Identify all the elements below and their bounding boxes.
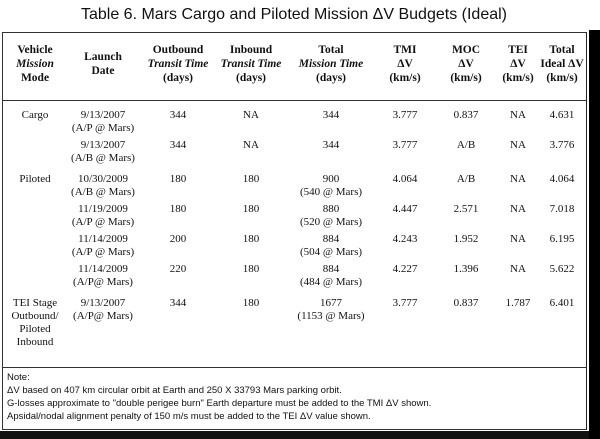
cell-subvalue: (520 @ Mars)	[299, 216, 363, 228]
cell-value: TEI Stage	[12, 297, 58, 309]
cell-tei	[497, 233, 539, 246]
cell-ideal	[539, 297, 585, 310]
cell-subvalue: (A/B @ Mars)	[71, 152, 135, 164]
column-header-line: MOC	[451, 44, 481, 56]
cell-value: A/B	[456, 173, 476, 185]
cell-value: 344	[169, 109, 187, 121]
cell-inbound	[215, 109, 287, 122]
column-header-line: (km/s)	[502, 72, 534, 84]
cell-moc	[435, 233, 497, 246]
cell-subvalue: Outbound/	[11, 310, 59, 322]
cell-date	[65, 297, 141, 323]
cell-inbound	[215, 173, 287, 186]
cell-value: 0.837	[453, 297, 479, 309]
cell-value: 0.837	[453, 109, 479, 121]
column-header	[435, 43, 497, 85]
cell-outbound	[141, 173, 215, 186]
cell-value: 180	[242, 203, 260, 215]
column-header-line: Ideal ΔV	[540, 58, 584, 70]
cell-tmi	[375, 203, 435, 216]
scan-edge-right	[589, 30, 600, 439]
cell-tmi	[375, 109, 435, 122]
cell-value: 884	[322, 263, 340, 275]
cell-mode	[5, 109, 65, 122]
cell-value: 180	[242, 263, 260, 275]
note-line: Apsidal/nodal alignment penalty of 150 m/s must be added to the TEI ΔV value shown.	[7, 411, 371, 422]
cell-inbound	[215, 297, 287, 310]
cell-ideal	[539, 233, 585, 246]
cell-value: 9/13/2007	[80, 139, 126, 151]
cell-date	[65, 203, 141, 229]
column-header-line: Launch	[84, 51, 122, 63]
note-line: ΔV based on 407 km circular orbit at Earth and 250 X 33793 Mars parking orbit.	[7, 385, 342, 396]
cell-outbound	[141, 263, 215, 276]
cell-value: NA	[510, 173, 526, 185]
cell-date	[65, 233, 141, 259]
column-header-line: Date	[91, 65, 115, 77]
cell-outbound	[141, 203, 215, 216]
cell-value: 7.018	[549, 203, 575, 215]
cell-date	[65, 173, 141, 199]
budget-table	[2, 32, 587, 430]
cell-total	[287, 173, 375, 199]
cell-moc	[435, 173, 497, 186]
note-line: G-losses approximate to "double perigee burn" Earth departure must be added to the TMI ΔV shown.	[7, 398, 432, 409]
column-header	[497, 43, 539, 85]
cell-value: 6.195	[549, 233, 575, 245]
cell-moc	[435, 263, 497, 276]
cell-tei	[497, 109, 539, 122]
cell-value: 3.776	[549, 139, 575, 151]
column-header-line: (days)	[315, 72, 347, 84]
column-header-line: TMI	[393, 44, 417, 56]
cell-value: 11/14/2009	[78, 233, 128, 245]
cell-moc	[435, 297, 497, 310]
cell-value: 180	[169, 203, 187, 215]
cell-value: 11/19/2009	[78, 203, 128, 215]
column-header-line: ΔV	[397, 58, 413, 70]
cell-subvalue: Piloted	[19, 323, 51, 335]
cell-value: A/B	[456, 139, 476, 151]
cell-tmi	[375, 233, 435, 246]
cell-subvalue: (A/P @ Mars)	[71, 246, 135, 258]
cell-subvalue: (A/B @ Mars)	[71, 186, 135, 198]
cell-tmi	[375, 263, 435, 276]
cell-moc	[435, 139, 497, 152]
cell-value: 1.787	[505, 297, 531, 309]
column-header	[215, 43, 287, 85]
cell-value: 344	[169, 297, 187, 309]
column-header-line: (km/s)	[389, 72, 421, 84]
column-header-line: ΔV	[458, 58, 474, 70]
cell-value: Cargo	[21, 109, 49, 121]
column-header	[65, 50, 141, 78]
cell-value: NA	[510, 139, 526, 151]
cell-subvalue: (540 @ Mars)	[299, 186, 363, 198]
cell-tmi	[375, 173, 435, 186]
column-header-line: Total	[318, 44, 344, 56]
column-header-line: (days)	[162, 72, 194, 84]
column-header-line: (km/s)	[546, 72, 578, 84]
cell-value: 3.777	[392, 109, 418, 121]
cell-subvalue: Inbound	[16, 336, 54, 348]
cell-value: 880	[322, 203, 340, 215]
cell-inbound	[215, 263, 287, 276]
cell-value: NA	[510, 109, 526, 121]
column-header-line: Mode	[20, 72, 50, 84]
cell-value: 1677	[320, 297, 342, 309]
cell-ideal	[539, 139, 585, 152]
cell-value: NA	[510, 263, 526, 275]
column-header-line: (days)	[235, 72, 267, 84]
cell-value: NA	[510, 233, 526, 245]
cell-mode	[5, 297, 65, 349]
column-header-line: Mission Time	[298, 58, 364, 70]
cell-outbound	[141, 297, 215, 310]
cell-value: 9/13/2007	[80, 297, 126, 309]
column-header-line: Vehicle	[17, 44, 53, 56]
cell-total	[287, 297, 375, 323]
cell-value: Piloted	[19, 173, 51, 185]
cell-subvalue: (A/P @ Mars)	[71, 122, 135, 134]
cell-total	[287, 263, 375, 289]
column-header	[287, 43, 375, 85]
cell-value: 884	[322, 233, 340, 245]
cell-inbound	[215, 139, 287, 152]
cell-outbound	[141, 109, 215, 122]
cell-tei	[497, 173, 539, 186]
cell-value: 3.777	[392, 139, 418, 151]
cell-subvalue: (A/P @ Mars)	[71, 216, 135, 228]
column-header-line: ΔV	[510, 58, 526, 70]
cell-total	[287, 203, 375, 229]
cell-outbound	[141, 139, 215, 152]
column-header-line: Inbound	[229, 44, 273, 56]
cell-value: 1.396	[453, 263, 479, 275]
scan-edge-bottom	[0, 431, 589, 439]
cell-subvalue: (504 @ Mars)	[299, 246, 363, 258]
cell-value: 2.571	[453, 203, 479, 215]
cell-value: 6.401	[549, 297, 575, 309]
cell-value: 4.243	[392, 233, 418, 245]
cell-mode	[5, 173, 65, 186]
cell-date	[65, 139, 141, 165]
cell-value: 344	[322, 139, 340, 151]
column-header-line: Transit Time	[147, 58, 209, 70]
cell-tei	[497, 297, 539, 310]
column-header-line: Mission	[16, 58, 54, 70]
cell-inbound	[215, 203, 287, 216]
cell-date	[65, 263, 141, 289]
cell-subvalue: (484 @ Mars)	[299, 276, 363, 288]
cell-value: 3.777	[392, 297, 418, 309]
cell-value: 200	[169, 233, 187, 245]
column-header-line: Transit Time	[220, 58, 282, 70]
table-note	[3, 367, 586, 426]
cell-subvalue: (A/P@ Mars)	[73, 310, 133, 322]
cell-value: 220	[169, 263, 187, 275]
column-header	[539, 43, 585, 85]
cell-value: NA	[510, 203, 526, 215]
cell-value: 900	[322, 173, 340, 185]
cell-value: NA	[243, 139, 259, 151]
cell-date	[65, 109, 141, 135]
cell-moc	[435, 109, 497, 122]
cell-value: 4.064	[549, 173, 575, 185]
cell-tmi	[375, 139, 435, 152]
note-heading: Note:	[7, 372, 30, 383]
cell-total	[287, 233, 375, 259]
cell-inbound	[215, 233, 287, 246]
cell-ideal	[539, 173, 585, 186]
cell-value: 9/13/2007	[80, 109, 126, 121]
table-title: Table 6. Mars Cargo and Piloted Mission ΔV Budgets (Ideal)	[80, 6, 507, 23]
cell-value: 4.227	[392, 263, 418, 275]
cell-value: 180	[242, 233, 260, 245]
cell-total	[287, 109, 375, 122]
cell-tei	[497, 203, 539, 216]
column-header	[141, 43, 215, 85]
cell-value: 344	[169, 139, 187, 151]
cell-value: NA	[243, 109, 259, 121]
column-header-line: TEI	[508, 44, 528, 56]
cell-tmi	[375, 297, 435, 310]
cell-outbound	[141, 233, 215, 246]
cell-value: 180	[242, 173, 260, 185]
cell-tei	[497, 139, 539, 152]
cell-ideal	[539, 263, 585, 276]
cell-value: 4.064	[392, 173, 418, 185]
cell-subvalue: (A/P@ Mars)	[73, 276, 133, 288]
cell-value: 10/30/2009	[77, 173, 129, 185]
column-header-line: Total	[549, 44, 575, 56]
cell-value: 11/14/2009	[78, 263, 128, 275]
cell-value: 344	[322, 109, 340, 121]
cell-value: 180	[169, 173, 187, 185]
column-header	[5, 43, 65, 85]
cell-subvalue: (1153 @ Mars)	[297, 310, 365, 322]
cell-value: 4.631	[549, 109, 575, 121]
column-header-line: (km/s)	[450, 72, 482, 84]
cell-moc	[435, 203, 497, 216]
table-header	[3, 33, 586, 101]
cell-value: 1.952	[453, 233, 479, 245]
cell-value: 4.447	[392, 203, 418, 215]
cell-value: 180	[242, 297, 260, 309]
column-header	[375, 43, 435, 85]
cell-tei	[497, 263, 539, 276]
cell-ideal	[539, 203, 585, 216]
cell-total	[287, 139, 375, 152]
cell-value: 5.622	[549, 263, 575, 275]
column-header-line: Outbound	[152, 44, 204, 56]
cell-ideal	[539, 109, 585, 122]
